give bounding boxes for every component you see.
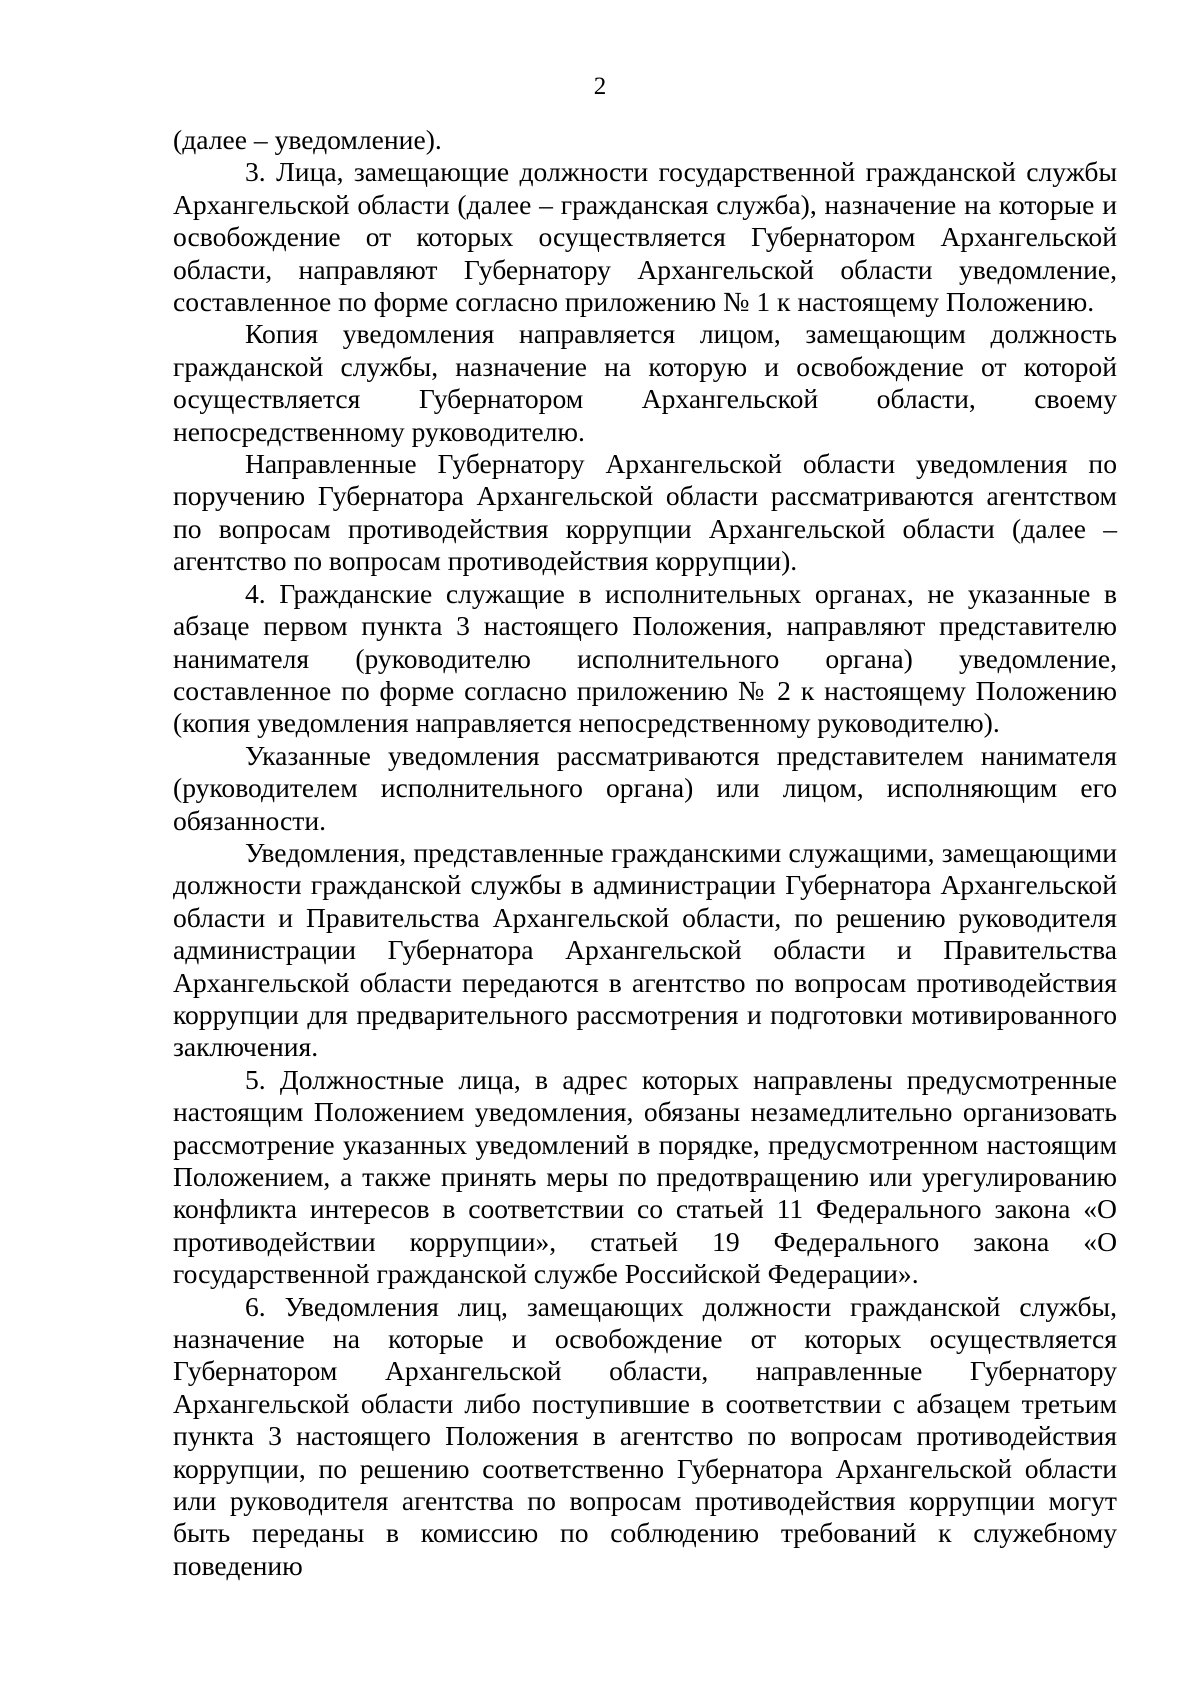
paragraph-copy-notice: Копия уведомления направляется лицом, замещающим должность гражданской службы, назначение на которую и освобождение от которой осуществляется Губернатором Архангельской области, своему непосредственному руководителю. — [173, 318, 1117, 447]
document-body — [173, 124, 1117, 1582]
paragraph-continuation: (далее – уведомление). — [173, 124, 442, 155]
paragraph-item-3: 3. Лица, замещающие должности государственной гражданской службы Архангельской области (далее – гражданская служба), назначение на которые и освобождение от которых осуществляется Губернатором Архангельской области, направляют Губернатору Архангельской области уведомление, составленное по форме согласно приложению № 1 к настоящему Положению. — [173, 156, 1117, 318]
paragraph-item-5: 5. Должностные лица, в адрес которых направлены предусмотренные настоящим Положением уведомления, обязаны незамедлительно организовать рассмотрение указанных уведомлений в порядке, предусмотренном настоящим Положением, а также принять меры по предотвращению или урегулированию конфликта интересов в соответствии со статьей 11 Федерального закона «О противодействии коррупции», статьей 19 Федерального закона «О государственной гражданской службе Российской Федерации». — [173, 1063, 1117, 1290]
paragraph-administration-notices: Уведомления, представленные гражданскими служащими, замещающими должности гражданской службы в администрации Губернатора Архангельской области и Правительства Архангельской области, по решению руководителя администрации Губернатора Архангельской области и Правительства Архангельской области передаются в агентство по вопросам противодействия коррупции для предварительного рассмотрения и подготовки мотивированного заключения. — [173, 836, 1117, 1063]
paragraph-employer-review: Указанные уведомления рассматриваются представителем нанимателя (руководителем исполнительного органа) или лицом, исполняющим его обязанности. — [173, 739, 1117, 836]
paragraph-item-4: 4. Гражданские служащие в исполнительных органах, не указанные в абзаце первом пункта 3 настоящего Положения, направляют представителю нанимателя (руководителю исполнительного органа) уведомление, составленное по форме согласно приложению № 2 к настоящему Положению (копия уведомления направляется непосредственному руководителю). — [173, 577, 1117, 739]
paragraph-item-6: 6. Уведомления лиц, замещающих должности гражданской службы, назначение на которые и освобождение от которых осуществляется Губернатором Архангельской области, направленные Губернатору Архангельской области либо поступившие в соответствии с абзацем третьим пункта 3 настоящего Положения в агентство по вопросам противодействия коррупции, по решению соответственно Губернатора Архангельской области или руководителя агентства по вопросам противодействия коррупции могут быть переданы в комиссию по соблюдению требований к служебному поведению — [173, 1290, 1117, 1581]
page-number: 2 — [593, 73, 607, 100]
paragraph-governor-review: Направленные Губернатору Архангельской области уведомления по поручению Губернатора Архангельской области рассматриваются агентством по вопросам противодействия коррупции Архангельской области (далее – агентство по вопросам противодействия коррупции). — [173, 448, 1117, 577]
